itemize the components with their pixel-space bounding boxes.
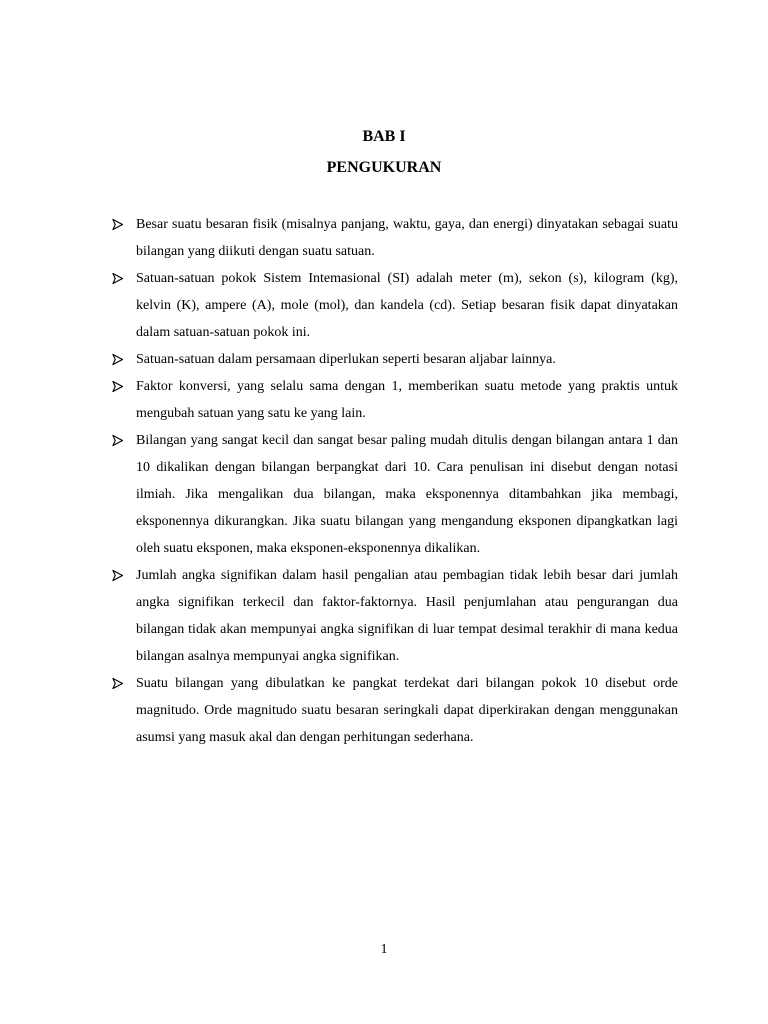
list-item xyxy=(112,670,678,751)
chapter-title: PENGUKURAN xyxy=(326,159,442,176)
arrowhead-bullet-icon xyxy=(112,346,126,373)
list-item xyxy=(112,211,678,265)
arrowhead-bullet-icon xyxy=(112,670,126,697)
arrowhead-bullet-icon xyxy=(112,373,126,400)
arrowhead-bullet-icon xyxy=(112,265,126,292)
list-item xyxy=(112,427,678,562)
list-item xyxy=(112,265,678,346)
bullet-text: Suatu bilangan yang dibulatkan ke pangkat terdekat dari bilangan pokok 10 disebut orde magnitudo. Orde magnitudo suatu besaran seringkali dapat diperkirakan dengan menggunakan asumsi yang masuk akal dan dengan perhitungan sederhana. xyxy=(136,676,678,745)
bullet-text: Satuan-satuan dalam persamaan diperlukan seperti besaran aljabar lainnya. xyxy=(136,352,556,367)
bullet-text: Jumlah angka signifikan dalam hasil pengalian atau pembagian tidak lebih besar dari jumlah angka signifikan terkecil dan faktor-faktornya. Hasil penjumlahan atau pengurangan dua bilangan tidak akan mempunyai angka signifikan di luar tempat desimal terakhir di mana kedua bilangan asalnya mempunyai angka signifikan. xyxy=(136,568,678,664)
arrowhead-bullet-icon xyxy=(112,211,126,238)
page-number: 1 xyxy=(380,942,388,957)
list-item xyxy=(112,562,678,670)
bullet-text: Faktor konversi, yang selalu sama dengan 1, memberikan suatu metode yang praktis untuk mengubah satuan yang satu ke yang lain. xyxy=(136,379,678,421)
chapter-number: BAB I xyxy=(362,128,406,145)
bullet-text: Satuan-satuan pokok Sistem Intemasional (SI) adalah meter (m), sekon (s), kilogram (kg), kelvin (K), ampere (A), mole (mol), dan kandela (cd). Setiap besaran fisik dapat dinyatakan dalam satuan-satuan pokok ini. xyxy=(136,271,678,340)
bullet-text: Bilangan yang sangat kecil dan sangat besar paling mudah ditulis dengan bilangan antara 1 dan 10 dikalikan dengan bilangan berpangkat dari 10. Cara penulisan ini disebut dengan notasi ilmiah. Jika mengalikan dua bilangan, maka eksponennya ditambahkan jika membagi, eksponennya dikurangkan. Jika suatu bilangan yang mengandung eksponen dipangkatkan lagi oleh suatu eksponen, maka eksponen-eksponennya dikalikan. xyxy=(136,433,678,556)
bullet-list xyxy=(112,211,678,751)
arrowhead-bullet-icon xyxy=(112,562,126,589)
arrowhead-bullet-icon xyxy=(112,427,126,454)
list-item xyxy=(112,346,678,373)
bullet-text: Besar suatu besaran fisik (misalnya panjang, waktu, gaya, dan energi) dinyatakan sebagai suatu bilangan yang diikuti dengan suatu satuan. xyxy=(136,217,678,259)
list-item xyxy=(112,373,678,427)
